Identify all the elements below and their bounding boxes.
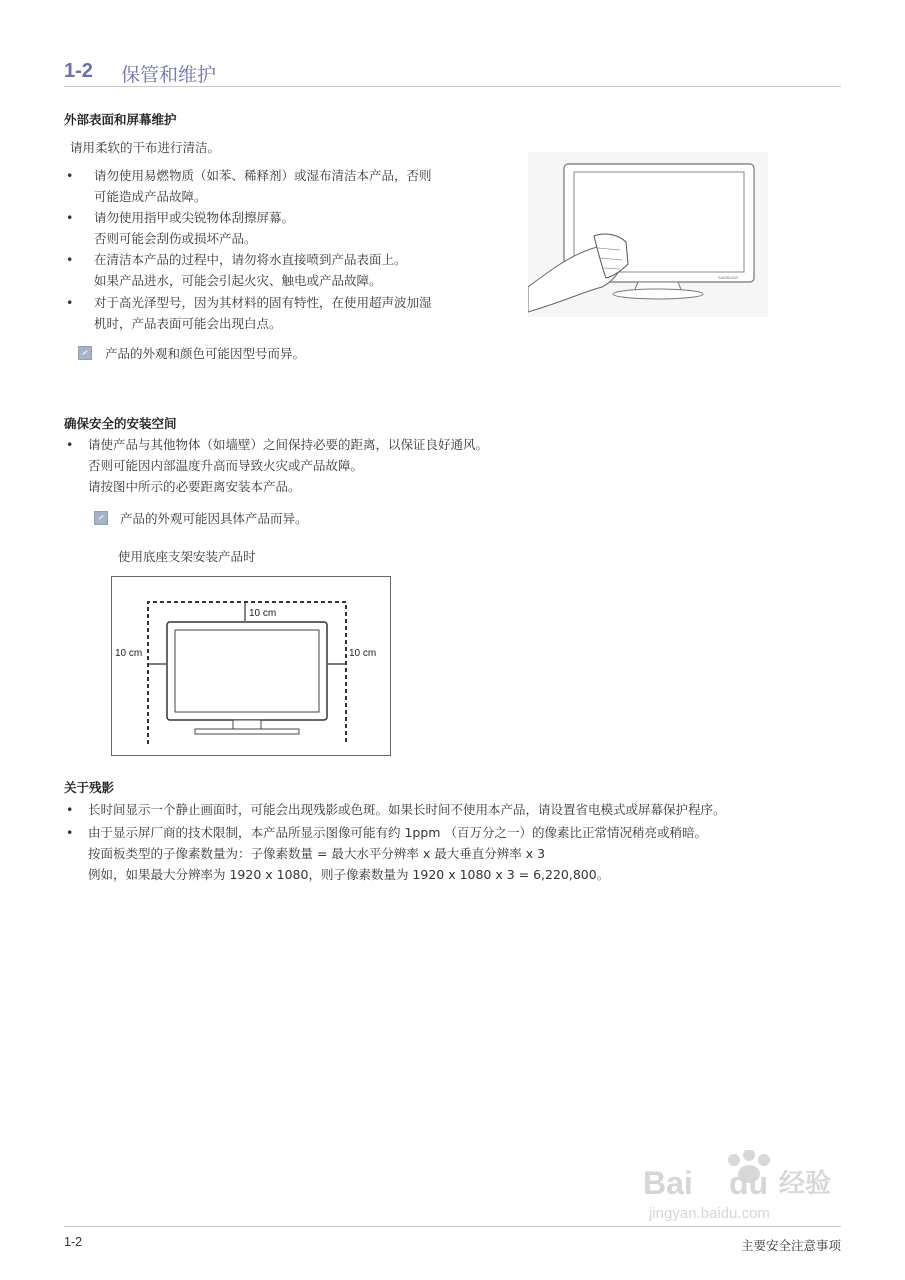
list-item-line: 由于显示屏厂商的技术限制，本产品所显示图像可能有约 1ppm （百万分之一）的像素比正常情况稍亮或稍暗。 [88, 825, 707, 840]
installation-note: 产品的外观可能因具体产品而异。 [120, 511, 308, 526]
footer-divider [64, 1226, 841, 1227]
baidu-watermark [639, 1150, 849, 1222]
cleaning-note: 产品的外观和颜色可能因型号而异。 [105, 346, 306, 361]
clearance-diagram [111, 576, 391, 756]
section-title-cleaning: 外部表面和屏幕维护 [64, 112, 177, 127]
section-title-installation: 确保安全的安装空间 [64, 416, 177, 431]
footer-page-number: 1-2 [64, 1235, 83, 1249]
list-item-line: 请勿使用易燃物质（如苯、稀释剂）或湿布清洁本产品，否则 [94, 168, 432, 183]
note-icon [78, 346, 92, 360]
list-item-line: 例如，如果最大分辨率为 1920 x 1080，则子像素数量为 1920 x 1080 x 3 = 6,220,800。 [88, 867, 610, 882]
note-icon [94, 511, 108, 525]
header-divider [64, 86, 841, 87]
bullet-dot: • [66, 252, 74, 267]
list-item-line: 可能造成产品故障。 [94, 189, 207, 204]
bullet-dot: • [66, 437, 74, 452]
list-item-line: 长时间显示一个静止画面时，可能会出现残影或色斑。如果长时间不使用本产品，请设置省电模式或屏幕保护程序。 [88, 802, 726, 817]
monitor-cleaning-illustration [528, 152, 768, 317]
footer-chapter: 主要安全注意事项 [740, 1238, 841, 1253]
clearance-label-right: 10 cm [349, 648, 377, 659]
clearance-label-left: 10 cm [115, 648, 143, 659]
bullet-dot: • [66, 168, 74, 183]
page-title: 保管和维护 [121, 64, 217, 86]
list-item-line: 否则可能会刮伤或损坏产品。 [94, 231, 257, 246]
watermark-product: 经验 [779, 1169, 832, 1199]
list-item-line: 请勿使用指甲或尖锐物体刮擦屏幕。 [94, 210, 295, 225]
diagram-caption: 使用底座支架安装产品时 [118, 549, 256, 564]
list-item-line: 否则可能因内部温度升高而导致火灾或产品故障。 [88, 458, 364, 473]
section-title-afterimage: 关于残影 [64, 780, 115, 795]
bullet-dot: • [66, 295, 74, 310]
list-item-line: 请使产品与其他物体（如墙壁）之间保持必要的距离，以保证良好通风。 [88, 437, 489, 452]
watermark-url: jingyan.baidu.com [649, 1205, 770, 1222]
list-item-line: 对于高光泽型号，因为其材料的固有特性，在使用超声波加湿 [94, 295, 432, 310]
bullet-dot: • [66, 825, 74, 840]
monitor-brand-text: SAMSUNG [718, 275, 739, 280]
watermark-brand2: du [729, 1165, 769, 1201]
bullet-dot: • [66, 210, 74, 225]
clearance-label-top: 10 cm [249, 608, 277, 619]
cleaning-intro: 请用柔软的干布进行清洁。 [70, 140, 221, 155]
bullet-dot: • [66, 802, 74, 817]
list-item-line: 按面板类型的子像素数量为：子像素数量 = 最大水平分辨率 x 最大垂直分辨率 x 3 [88, 846, 546, 861]
watermark-brand: Bai [643, 1165, 693, 1201]
list-item-line: 在清洁本产品的过程中，请勿将水直接喷到产品表面上。 [94, 252, 407, 267]
list-item-line: 如果产品进水，可能会引起火灾、触电或产品故障。 [94, 273, 382, 288]
list-item-line: 请按图中所示的必要距离安装本产品。 [88, 479, 301, 494]
list-item-line: 机时，产品表面可能会出现白点。 [94, 316, 282, 331]
section-number: 1-2 [64, 60, 93, 82]
